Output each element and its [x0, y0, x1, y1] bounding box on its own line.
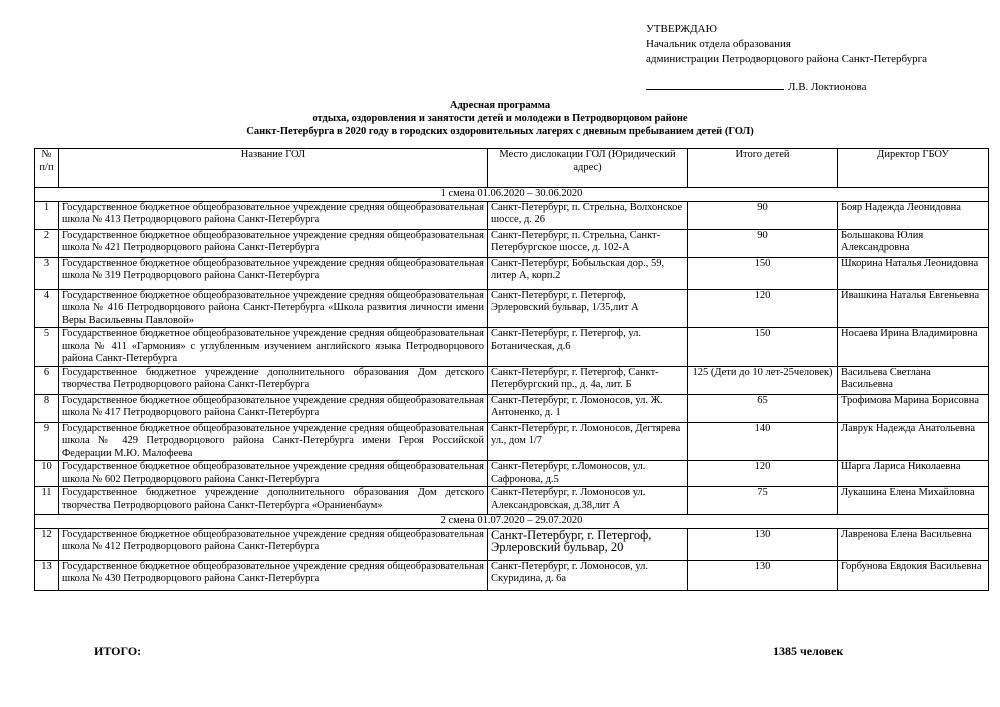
row-kids: 90 [688, 229, 838, 257]
row-number: 3 [35, 257, 59, 289]
row-number: 13 [35, 560, 59, 590]
header-director: Директор ГБОУ [838, 149, 989, 188]
shift-1-row [35, 188, 989, 202]
row-number: 12 [35, 528, 59, 560]
row-director: Лукашина Елена Михайловна [838, 487, 989, 515]
table-row [35, 201, 989, 229]
row-location: Санкт-Петербург, г. Петергоф, Санкт-Петербургский пр., д. 4а, лит. Б [488, 366, 688, 394]
row-location: Санкт-Петербург, г. Петергоф, Эрлеровский бульвар, 1/35,лит А [488, 289, 688, 328]
row-location: Санкт-Петербург, г. Ломоносов, Дегтярева ул., дом 1/7 [488, 422, 688, 461]
row-director: Трофимова Марина Борисовна [838, 394, 989, 422]
row-kids: 120 [688, 461, 838, 487]
header-name: Название ГОЛ [59, 149, 488, 188]
row-kids: 125 (Дети до 10 лет-25человек) [688, 366, 838, 394]
row-location: Санкт-Петербург, Бобыльская дор., 59, литер А, корп.2 [488, 257, 688, 289]
row-kids: 65 [688, 394, 838, 422]
table-row [35, 528, 989, 560]
header-kids: Итого детей [688, 149, 838, 188]
row-kids: 90 [688, 201, 838, 229]
title-line-1: Адресная программа [449, 100, 551, 111]
row-director: Бояр Надежда Леонидовна [838, 201, 989, 229]
header-location: Место дислокации ГОЛ (Юридический адрес) [488, 149, 688, 188]
total-label: ИТОГО: [94, 644, 142, 658]
table-row [35, 487, 989, 515]
row-name: Государственное бюджетное общеобразовательное учреждение средняя общеобразовательная школа № 413 Петродворцового района Санкт-Петербурга [59, 201, 488, 229]
table-row [35, 394, 989, 422]
row-number: 6 [35, 366, 59, 394]
row-number: 2 [35, 229, 59, 257]
row-location: Санкт-Петербург, г. Петергоф, ул. Ботаническая, д.6 [488, 328, 688, 367]
row-location: Санкт-Петербург, г.Ломоносов, ул. Сафронова, д.5 [488, 461, 688, 487]
row-number: 4 [35, 289, 59, 328]
table-row [35, 422, 989, 461]
total-value: 1385 человек [773, 644, 844, 658]
approval-position-2: администрации Петродворцового района Санкт-Петербурга [646, 53, 928, 65]
row-name: Государственное бюджетное общеобразовательное учреждение средняя общеобразовательная школа № 411 «Гармония» с углубленным изучением английского языка Петродворцового района Санкт-Петербурга [59, 328, 488, 367]
row-name: Государственное бюджетное общеобразовательное учреждение средняя общеобразовательная школа № 412 Петродворцового района Санкт-Петербурга [59, 528, 488, 560]
row-number: 8 [35, 394, 59, 422]
row-kids: 130 [688, 560, 838, 590]
row-location: Санкт-Петербург, г. Петергоф, Эрлеровский бульвар, 20 [488, 528, 688, 560]
row-kids: 150 [688, 257, 838, 289]
row-name: Государственное бюджетное общеобразовательное учреждение средняя общеобразовательная школа № 417 Петродворцового района Санкт-Петербурга [59, 394, 488, 422]
approval-block [646, 22, 927, 95]
table-row [35, 560, 989, 590]
approval-position: Начальник отдела образования [646, 38, 791, 50]
row-number: 10 [35, 461, 59, 487]
row-director: Ивашкина Наталья Евгеньевна [838, 289, 989, 328]
row-director: Большакова Юлия Александровна [838, 229, 989, 257]
signature-blank [646, 79, 784, 90]
row-director: Лавренова Елена Васильевна [838, 528, 989, 560]
table-row [35, 328, 989, 367]
row-location: Санкт-Петербург, п. Стрельна, Санкт-Петербургское шоссе, д. 102-А [488, 229, 688, 257]
row-name: Государственное бюджетное общеобразовательное учреждение средняя общеобразовательная школа № 429 Петродворцового района Санкт-Петербурга имени Героя Российской Федерации М.Ю. Малофеева [59, 422, 488, 461]
approval-heading: УТВЕРЖДАЮ [646, 23, 717, 35]
row-name: Государственное бюджетное общеобразовательное учреждение средняя общеобразовательная школа № 421 Петродворцового района Санкт-Петербурга [59, 229, 488, 257]
row-location: Санкт-Петербург, п. Стрельна, Волхонское шоссе, д. 26 [488, 201, 688, 229]
table-row [35, 461, 989, 487]
shift-2-label: 2 смена 01.07.2020 – 29.07.2020 [35, 515, 989, 529]
row-location: Санкт-Петербург, г. Ломоносов, ул. Ж. Антоненко, д. 1 [488, 394, 688, 422]
row-name: Государственное бюджетное учреждение дополнительного образования Дом детского творчества Петродворцового района Санкт-Петербурга «Ораниенбаум» [59, 487, 488, 515]
row-name: Государственное бюджетное общеобразовательное учреждение средняя общеобразовательная школа № 319 Петродворцового района Санкт-Петербурга [59, 257, 488, 289]
header-num: № п/п [35, 149, 59, 188]
title-line-3: Санкт-Петербурга в 2020 году в городских оздоровительных лагерях с дневным пребыванием детей (ГОЛ) [246, 126, 754, 137]
signature-line [646, 79, 927, 95]
table-row [35, 229, 989, 257]
row-number: 1 [35, 201, 59, 229]
camps-table [34, 148, 989, 591]
row-director: Васильева Светлана Васильевна [838, 366, 989, 394]
row-kids: 130 [688, 528, 838, 560]
row-director: Шкорина Наталья Леонидовна [838, 257, 989, 289]
row-number: 5 [35, 328, 59, 367]
row-director: Лаврук Надежда Анатольевна [838, 422, 989, 461]
row-kids: 75 [688, 487, 838, 515]
row-director: Шарга Лариса Николаевна [838, 461, 989, 487]
row-name: Государственное бюджетное общеобразовательное учреждение средняя общеобразовательная школа № 416 Петродворцового района Санкт-Петербурга «Школа развития личности имени Веры Васильевны Павловой» [59, 289, 488, 328]
row-name: Государственное бюджетное учреждение дополнительного образования Дом детского творчества Петродворцового района Санкт-Петербурга [59, 366, 488, 394]
row-director: Носаева Ирина Владимировна [838, 328, 989, 367]
table-row [35, 289, 989, 328]
row-location: Санкт-Петербург, г. Ломоносов, ул. Скуридина, д. 6а [488, 560, 688, 590]
row-kids: 150 [688, 328, 838, 367]
signatory-name: Л.В. Локтионова [788, 81, 867, 93]
shift-1-label: 1 смена 01.06.2020 – 30.06.2020 [35, 188, 989, 202]
title-line-2: отдыха, оздоровления и занятости детей и молодежи в Петродворцовом районе [312, 113, 688, 124]
table-header-row [35, 149, 989, 188]
row-number: 9 [35, 422, 59, 461]
table-row [35, 257, 989, 289]
row-number: 11 [35, 487, 59, 515]
row-director: Горбунова Евдокия Васильевна [838, 560, 989, 590]
document-title [0, 99, 1000, 138]
shift-2-row [35, 515, 989, 529]
row-location: Санкт-Петербург, г. Ломоносов ул. Александровская, д.38,лит А [488, 487, 688, 515]
row-name: Государственное бюджетное общеобразовательное учреждение средняя общеобразовательная школа № 602 Петродворцового района Санкт-Петербурга [59, 461, 488, 487]
row-name: Государственное бюджетное общеобразовательное учреждение средняя общеобразовательная школа № 430 Петродворцового района Санкт-Петербурга [59, 560, 488, 590]
row-kids: 140 [688, 422, 838, 461]
table-row [35, 366, 989, 394]
row-kids: 120 [688, 289, 838, 328]
